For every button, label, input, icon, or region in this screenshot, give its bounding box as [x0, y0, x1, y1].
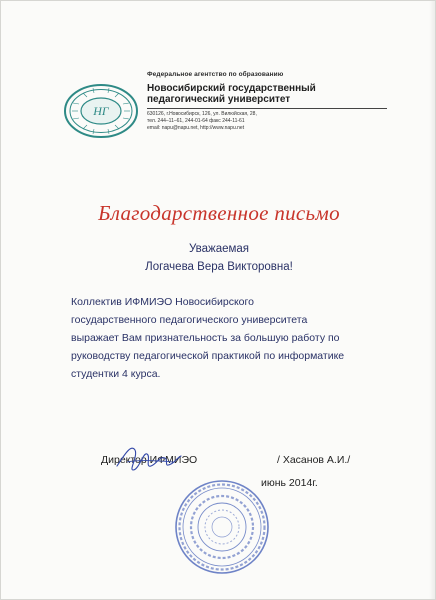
svg-text:НГ: НГ: [93, 104, 109, 118]
contact-info: [147, 111, 397, 132]
body-line: выражает Вам признательность за большую работу по: [71, 332, 340, 344]
university-name-line: педагогический университет: [147, 94, 291, 105]
greeting: Уважаемая: [188, 243, 250, 255]
body-line: Коллектив ИФМИЭО Новосибирского: [71, 296, 254, 308]
agency-name: Федеральное агентство по образованию: [147, 71, 284, 78]
university-logo: [63, 83, 139, 139]
contact-line: email: napu@napu.net, http://www.napu.net: [147, 125, 245, 131]
university-name: [147, 83, 397, 105]
letter-title: Благодарственное письмо: [98, 201, 340, 225]
letterhead: [63, 71, 393, 151]
header-rule: [147, 108, 387, 109]
contact-line: тел. 244–11–61, 244-01-64 факс 244-11-61: [147, 118, 245, 124]
signatory-name: / Хасанов А.И./: [277, 454, 351, 466]
page-edge-shadow: [429, 1, 435, 599]
body-line: руководству педагогической практикой по информатике: [71, 350, 345, 362]
body-line: государственного педагогического университета: [71, 314, 308, 326]
letter-body: [71, 293, 377, 383]
contact-line: 630126, г.Новосибирск, 126, ул. Вилюйская, 28,: [147, 111, 257, 117]
signatory-position: Директор ИФМИЭО: [101, 454, 198, 466]
letter-date: июнь 2014г.: [261, 477, 318, 489]
recipient-name: Логачева Вера Викторовна!: [145, 261, 293, 273]
body-line: студентки 4 курса.: [71, 368, 161, 380]
university-name-line: Новосибирский государственный: [147, 83, 316, 94]
official-stamp: [172, 477, 272, 577]
